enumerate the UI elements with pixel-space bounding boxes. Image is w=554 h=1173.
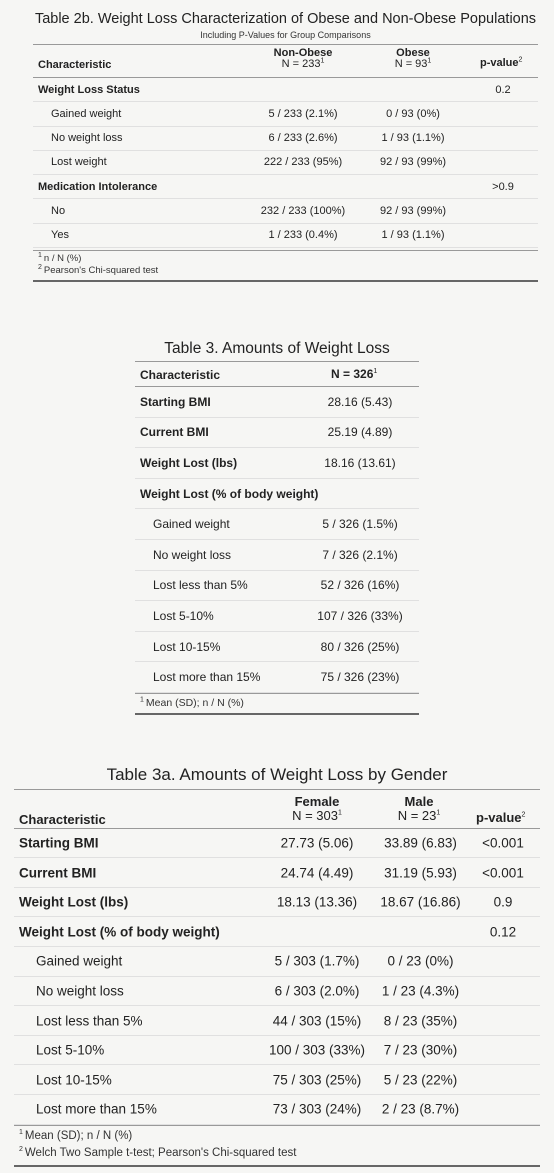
cell-c2: 31.19 (5.93)	[384, 865, 457, 881]
table-row	[14, 1036, 540, 1066]
cell-c1: 5 / 326 (1.5%)	[322, 517, 398, 532]
table-row	[14, 947, 540, 977]
table-3a-title: Table 3a. Amounts of Weight Loss by Gender	[106, 765, 448, 784]
row-label: No weight loss	[36, 983, 124, 999]
table-3-header	[135, 362, 419, 386]
cell-c2: 5 / 23 (22%)	[383, 1072, 458, 1088]
row-label: Gained weight	[51, 107, 122, 120]
header-col-obese: Obese $N = 93^1$	[394, 46, 432, 70]
footnote: $^1$ Mean (SD); n / N (%)	[19, 1128, 133, 1142]
table-row	[33, 199, 538, 223]
table-2b-title: Table 2b. Weight Loss Characterization of Obese and Non-Obese Populations	[34, 11, 537, 27]
row-label: Starting BMI	[19, 835, 99, 851]
cell-c1: 27.73 (5.06)	[280, 835, 354, 851]
row-label: Lost less than 5%	[153, 578, 248, 593]
table-row	[14, 1006, 540, 1036]
cell-c2: 7 / 23 (30%)	[383, 1042, 458, 1058]
row-label: Starting BMI	[140, 394, 211, 409]
footnote: $^2$ Pearson's Chi-squared test	[38, 263, 159, 277]
table-2b-subtitle: Including P-Values for Group Comparisons	[200, 29, 371, 40]
cell-c2: 1 / 93 (1.1%)	[381, 132, 445, 145]
cell-c1: 75 / 326 (23%)	[320, 670, 400, 685]
cell-c1: 24.74 (4.49)	[280, 865, 354, 881]
cell-p: <0.001	[482, 835, 524, 851]
row-label: Lost less than 5%	[36, 1013, 143, 1029]
row-label: Lost more than 15%	[153, 670, 261, 685]
cell-c1: 18.13 (13.36)	[276, 894, 358, 910]
row-label: Medication Intolerance	[38, 180, 158, 193]
cell-c1: 25.19 (4.89)	[327, 425, 393, 440]
row-label: Weight Lost (lbs)	[19, 894, 129, 910]
cell-c2: 1 / 93 (1.1%)	[381, 229, 445, 242]
row-label: Lost 5-10%	[36, 1042, 105, 1058]
table-row	[14, 1065, 540, 1095]
table-3	[135, 340, 419, 715]
row-label: Weight Lost (% of body weight)	[19, 924, 220, 940]
header-characteristic: Characteristic	[38, 58, 112, 71]
table-3a	[14, 766, 540, 1167]
table-3-title: Table 3. Amounts of Weight Loss	[164, 340, 390, 357]
table-row	[33, 175, 538, 199]
table-row	[33, 127, 538, 151]
cell-c1: 80 / 326 (25%)	[320, 639, 400, 654]
table-row	[33, 102, 538, 126]
cell-p: 0.9	[493, 894, 513, 910]
row-label: Lost more than 15%	[36, 1101, 157, 1117]
footnote: $^2$ Welch Two Sample t-test; Pearson's Chi-squared test	[19, 1145, 297, 1159]
table-row	[14, 888, 540, 918]
cell-c1: 100 / 303 (33%)	[268, 1042, 366, 1058]
table-row	[135, 601, 419, 632]
table-row	[135, 387, 419, 418]
table-row	[33, 224, 538, 248]
row-label: Current BMI	[140, 425, 209, 440]
cell-c2: 92 / 93 (99%)	[379, 156, 447, 169]
cell-c1: 75 / 303 (25%)	[272, 1072, 362, 1088]
table-row	[135, 662, 419, 693]
cell-c1: 6 / 233 (2.6%)	[268, 132, 338, 145]
table-row	[14, 917, 540, 947]
table-row	[33, 78, 538, 102]
footnote: $^1$ n / N (%)	[38, 251, 82, 265]
cell-c1: 73 / 303 (24%)	[272, 1101, 362, 1117]
cell-c1: 7 / 326 (2.1%)	[322, 547, 398, 562]
header-characteristic: Characteristic	[19, 811, 106, 827]
table-row	[14, 977, 540, 1007]
row-label: Lost 5-10%	[153, 609, 214, 623]
table-2b	[33, 12, 538, 282]
cell-p: >0.9	[492, 180, 514, 193]
table-row	[135, 540, 419, 571]
cell-c2: 92 / 93 (99%)	[379, 205, 447, 218]
cell-c2: 2 / 23 (8.7%)	[381, 1101, 460, 1117]
row-label: Weight Loss Status	[38, 83, 140, 96]
table-row	[14, 829, 540, 859]
row-label: Yes	[51, 229, 69, 242]
cell-c1: 5 / 233 (2.1%)	[268, 107, 338, 120]
row-label: Gained weight	[153, 517, 230, 532]
row-label: No weight loss	[153, 547, 232, 562]
header-pvalue: p-value$^2$	[476, 809, 526, 825]
row-label: Weight Lost (lbs)	[140, 456, 238, 471]
cell-c1: 232 / 233 (100%)	[260, 205, 346, 218]
row-label: Lost 10-15%	[153, 639, 221, 654]
row-label: Current BMI	[19, 865, 97, 881]
header-col-non-obese: Non-Obese $N = 233^1$	[273, 46, 333, 70]
cell-c2: 18.67 (16.86)	[380, 894, 461, 910]
cell-c1: 107 / 326 (33%)	[317, 609, 403, 623]
cell-c2: 8 / 23 (35%)	[383, 1013, 458, 1029]
table-row	[33, 151, 538, 175]
table-row	[135, 479, 419, 510]
header-pvalue: p-value$^2$	[480, 56, 523, 69]
cell-c1: 6 / 303 (2.0%)	[274, 983, 360, 999]
cell-c2: 33.89 (6.83)	[384, 835, 457, 851]
table-2b-header	[33, 45, 538, 77]
table-row	[135, 571, 419, 602]
row-label: Lost 10-15%	[36, 1072, 112, 1088]
table-row	[135, 509, 419, 540]
row-label: No	[51, 205, 66, 218]
header-col-female: Female $N = 303^1$	[292, 793, 342, 823]
cell-c1: 18.16 (13.61)	[324, 456, 396, 471]
table-3a-header	[14, 790, 540, 828]
cell-c1: 52 / 326 (16%)	[320, 578, 400, 593]
row-label: Gained weight	[36, 953, 123, 969]
cell-c1: 5 / 303 (1.7%)	[274, 953, 360, 969]
row-label: Weight Lost (% of body weight)	[140, 486, 319, 501]
header-col-male: Male $N = 23^1$	[397, 793, 441, 823]
row-label: Lost weight	[51, 156, 107, 169]
footnote: $^1$ Mean (SD); n / N (%)	[140, 696, 244, 709]
cell-c1: 222 / 233 (95%)	[263, 156, 343, 169]
table-row	[135, 448, 419, 479]
table-row	[14, 858, 540, 888]
cell-p: 0.2	[495, 83, 511, 96]
cell-c2: 0 / 23 (0%)	[387, 953, 454, 969]
table-row	[14, 1095, 540, 1125]
header-characteristic: Characteristic	[140, 368, 221, 383]
header-col-n: $N = 326^1$	[331, 367, 378, 382]
cell-p: <0.001	[482, 865, 524, 881]
table-row	[135, 418, 419, 449]
cell-c1: 28.16 (5.43)	[327, 394, 393, 409]
cell-p: 0.12	[489, 924, 517, 940]
table-row	[135, 632, 419, 663]
cell-c2: 1 / 23 (4.3%)	[381, 983, 460, 999]
cell-c1: 1 / 233 (0.4%)	[268, 229, 338, 242]
cell-c1: 44 / 303 (15%)	[272, 1013, 362, 1029]
row-label: No weight loss	[51, 132, 123, 145]
cell-c2: 0 / 93 (0%)	[386, 107, 440, 120]
